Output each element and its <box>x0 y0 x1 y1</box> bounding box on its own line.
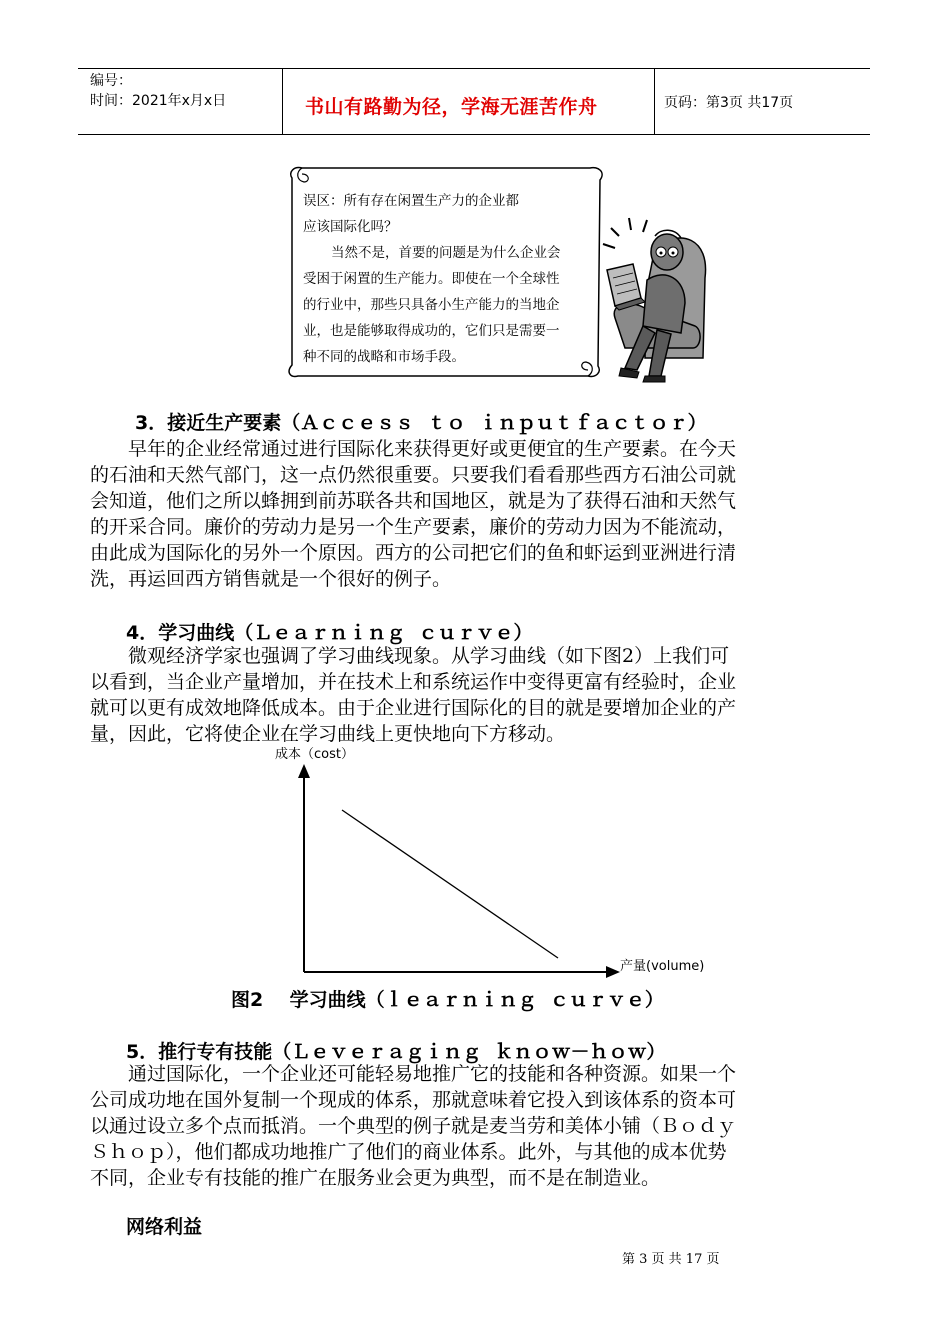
body-line: 洗，再运回西方销售就是一个很好的例子。 <box>90 568 452 590</box>
section-heading: 网络利益 <box>126 1216 203 1238</box>
y-axis-label: 成本（cost） <box>275 747 354 762</box>
body-line: 以看到，当企业产量增加，并在技术上和系统运作中变得更富有经验时，企业 <box>90 671 737 693</box>
body-line: 公司成功地在国外复制一个现成的体系，那就意味着它投入到该体系的资本可 <box>90 1089 737 1111</box>
page-footer: 第 3 页 共 17 页 <box>622 1252 720 1267</box>
body-line: 就可以更有成效地降低成本。由于企业进行国际化的目的就是要增加企业的产 <box>90 697 737 719</box>
learning-curve-line <box>342 810 558 958</box>
header-motto: 书山有路勤为径，学海无涯苦作舟 <box>305 96 598 118</box>
header-bottom-rule <box>78 134 870 135</box>
callout-answer-line: 种不同的战略和市场手段。 <box>303 349 465 365</box>
section-heading: 3．接近生产要素（Ａｃｃｅｓｓ ｔｏ ｉｎｐｕｔｆａｃｔｏｒ） <box>135 412 707 434</box>
section-body <box>90 643 860 747</box>
header-divider <box>654 68 655 135</box>
header-top-rule <box>78 68 870 69</box>
chart-plot <box>290 760 630 980</box>
figure-caption: 图2 学习曲线（ｌｅａｒｎｉｎｇ ｃｕｒｖｅ） <box>231 989 664 1011</box>
body-line: 由此成为国际化的另外一个原因。西方的公司把它们的鱼和虾运到亚洲进行清 <box>90 542 737 564</box>
callout-answer-line: 的行业中，那些只具备小生产能力的当地企 <box>303 297 560 313</box>
body-line: 的开采合同。廉价的劳动力是另一个生产要素，廉价的劳动力因为不能流动， <box>90 516 737 538</box>
callout-answer-line: 受困于闲置的生产能力。即使在一个全球性 <box>303 271 560 287</box>
reader-illustration <box>585 208 715 383</box>
section-heading: 4．学习曲线（Ｌｅａｒｎｉｎｇ ｃｕｒｖｅ） <box>126 622 533 644</box>
callout-answer-line: 当然不是，首要的问题是为什么企业会 <box>331 245 561 261</box>
body-line: 量，因此，它将使企业在学习曲线上更快地向下方移动。 <box>90 723 566 745</box>
callout-question: 应该国际化吗？ <box>303 219 398 235</box>
header-page-code: 页码：第3页 共17页 <box>664 95 794 111</box>
body-line: 微观经济学家也强调了学习曲线现象。从学习曲线（如下图2）上我们可 <box>128 645 730 667</box>
x-axis-arrow <box>606 966 620 978</box>
body-line: 的石油和天然气部门，这一点仍然很重要。只要我们看看那些西方石油公司就 <box>90 464 737 486</box>
callout-text <box>303 188 593 370</box>
callout-question: 误区：所有存在闲置生产力的企业都 <box>303 193 519 209</box>
body-line: 通过国际化，一个企业还可能轻易地推广它的技能和各种资源。如果一个 <box>128 1063 737 1085</box>
section-body <box>90 436 860 592</box>
body-line: Ｓｈｏｐ），他们都成功地推广了他们的商业体系。此外，与其他的成本优势 <box>90 1141 727 1163</box>
header-divider <box>282 68 283 135</box>
callout-answer-line: 业，也是能够取得成功的，它们只是需要一 <box>303 323 560 339</box>
body-line: 不同，企业专有技能的推广在服务业会更为典型，而不是在制造业。 <box>90 1167 661 1189</box>
section-heading: 5．推行专有技能（Ｌｅｖｅｒａｇｉｎｇ ｋｎｏｗ－ｈｏｗ） <box>126 1041 666 1063</box>
header-time-label: 时间：2021年x月x日 <box>90 93 227 109</box>
body-line: 早年的企业经常通过进行国际化来获得更好或更便宜的生产要素。在今天 <box>128 438 737 460</box>
x-axis-label: 产量(volume) <box>620 959 705 974</box>
section-body <box>90 1061 860 1191</box>
body-line: 会知道，他们之所以蜂拥到前苏联各共和国地区，就是为了获得石油和天然气 <box>90 490 737 512</box>
y-axis-arrow <box>298 764 310 778</box>
body-line: 以通过设立多个点而抵消。一个典型的例子就是麦当劳和美体小铺（Ｂｏｄｙ <box>90 1115 737 1137</box>
header-number-label: 编号： <box>90 73 132 89</box>
